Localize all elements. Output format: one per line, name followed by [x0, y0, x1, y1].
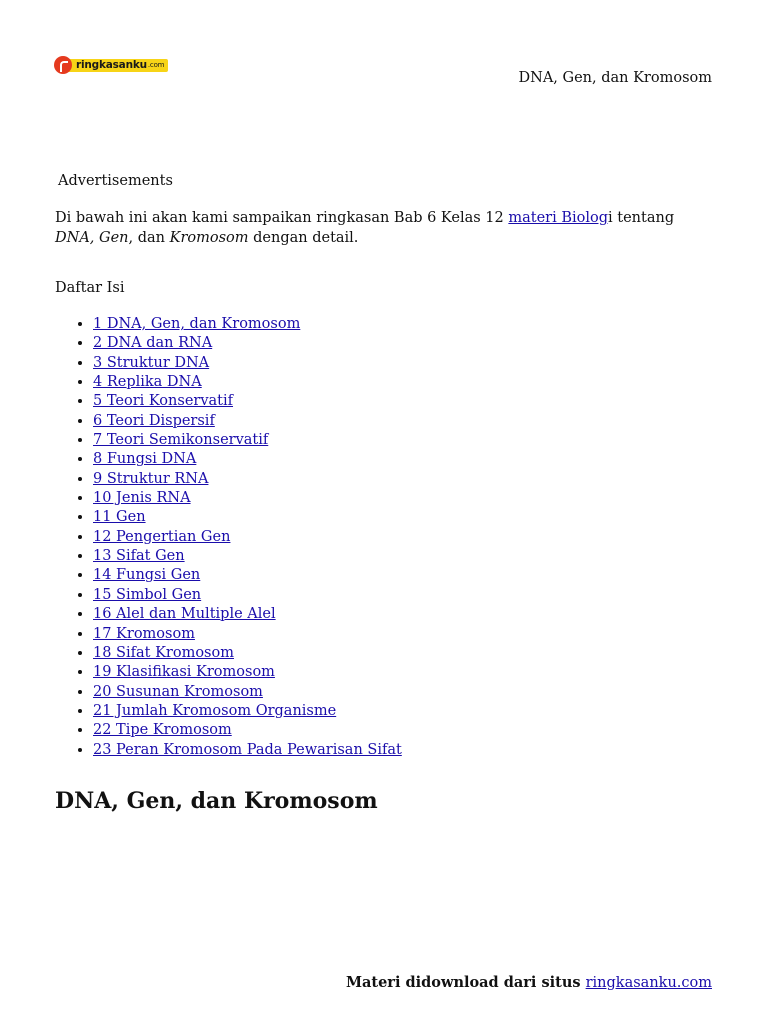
toc-item [93, 470, 402, 489]
toc-item [93, 489, 402, 508]
toc-item [93, 354, 402, 373]
toc-link[interactable]: 19 Klasifikasi Kromosom [93, 664, 275, 681]
toc-link[interactable]: 3 Struktur DNA [93, 354, 210, 371]
toc-link[interactable]: 11 Gen [93, 509, 146, 526]
intro-emphasis: Kromosom [169, 230, 249, 246]
toc-item [93, 373, 402, 392]
toc-link[interactable]: 15 Simbol Gen [93, 586, 202, 603]
materi-biologi-link[interactable]: materi Biolog [508, 210, 609, 226]
site-logo[interactable] [54, 56, 168, 74]
table-of-contents [55, 315, 402, 760]
toc-item [93, 392, 402, 411]
toc-link[interactable]: 17 Kromosom [93, 625, 195, 642]
toc-link[interactable]: 13 Sifat Gen [93, 548, 185, 565]
toc-item [93, 566, 402, 585]
intro-text: dengan detail. [248, 230, 359, 246]
logo-wordmark [66, 59, 168, 72]
toc-link[interactable]: 8 Fungsi DNA [93, 451, 197, 468]
toc-link[interactable]: 22 Tipe Kromosom [93, 722, 232, 739]
toc-link[interactable]: 14 Fungsi Gen [93, 567, 201, 584]
toc-item [93, 625, 402, 644]
logo-r-icon [54, 56, 72, 74]
footer-note [346, 974, 712, 991]
toc-item [93, 431, 402, 450]
toc-item [93, 586, 402, 605]
toc-item [93, 663, 402, 682]
footer-label: Materi didownload dari situs [345, 974, 586, 991]
toc-item [93, 702, 402, 721]
toc-item [93, 412, 402, 431]
footer-site-link[interactable]: ringkasanku.com [585, 975, 712, 991]
toc-item [93, 644, 402, 663]
toc-link[interactable]: 10 Jenis RNA [93, 490, 191, 507]
toc-link[interactable]: 20 Susunan Kromosom [93, 683, 263, 700]
toc-item [93, 683, 402, 702]
toc-link[interactable]: 7 Teori Semikonservatif [93, 432, 269, 449]
toc-item [93, 741, 402, 760]
toc-item [93, 528, 402, 547]
toc-item [93, 450, 402, 469]
toc-link[interactable]: 2 DNA dan RNA [93, 335, 213, 352]
toc-link[interactable]: 5 Teori Konservatif [93, 393, 234, 410]
toc-item [93, 508, 402, 527]
toc-link[interactable]: 6 Teori Dispersif [93, 412, 215, 429]
toc-link[interactable]: 4 Replika DNA [93, 374, 202, 391]
toc-item [93, 721, 402, 740]
toc-link[interactable]: 21 Jumlah Kromosom Organisme [93, 702, 337, 719]
toc-link[interactable]: 12 Pengertian Gen [93, 528, 231, 545]
section-heading: DNA, Gen, dan Kromosom [55, 788, 378, 814]
toc-item [93, 605, 402, 624]
toc-link[interactable]: 23 Peran Kromosom Pada Pewarisan Sifat [93, 741, 402, 758]
toc-link[interactable]: 9 Struktur RNA [93, 470, 209, 487]
logo-text: ringkasanku [76, 59, 147, 71]
toc-link[interactable]: 16 Alel dan Multiple Alel [93, 606, 276, 623]
intro-text: i tentang [608, 210, 675, 226]
advertisements-label: Advertisements [58, 173, 173, 189]
intro-emphasis: DNA, Gen [55, 230, 129, 246]
logo-domain: .com [147, 61, 165, 69]
intro-paragraph [55, 208, 715, 248]
toc-item [93, 547, 402, 566]
toc-title: Daftar Isi [55, 280, 125, 296]
header-title: DNA, Gen, dan Kromosom [518, 70, 712, 86]
toc-item [93, 334, 402, 353]
intro-text: , dan [128, 230, 170, 246]
toc-link[interactable]: 18 Sifat Kromosom [93, 644, 234, 661]
intro-text: Di bawah ini akan kami sampaikan ringkasan Bab 6 Kelas 12 [55, 210, 509, 226]
toc-item [93, 315, 402, 334]
toc-link[interactable]: 1 DNA, Gen, dan Kromosom [93, 316, 301, 332]
